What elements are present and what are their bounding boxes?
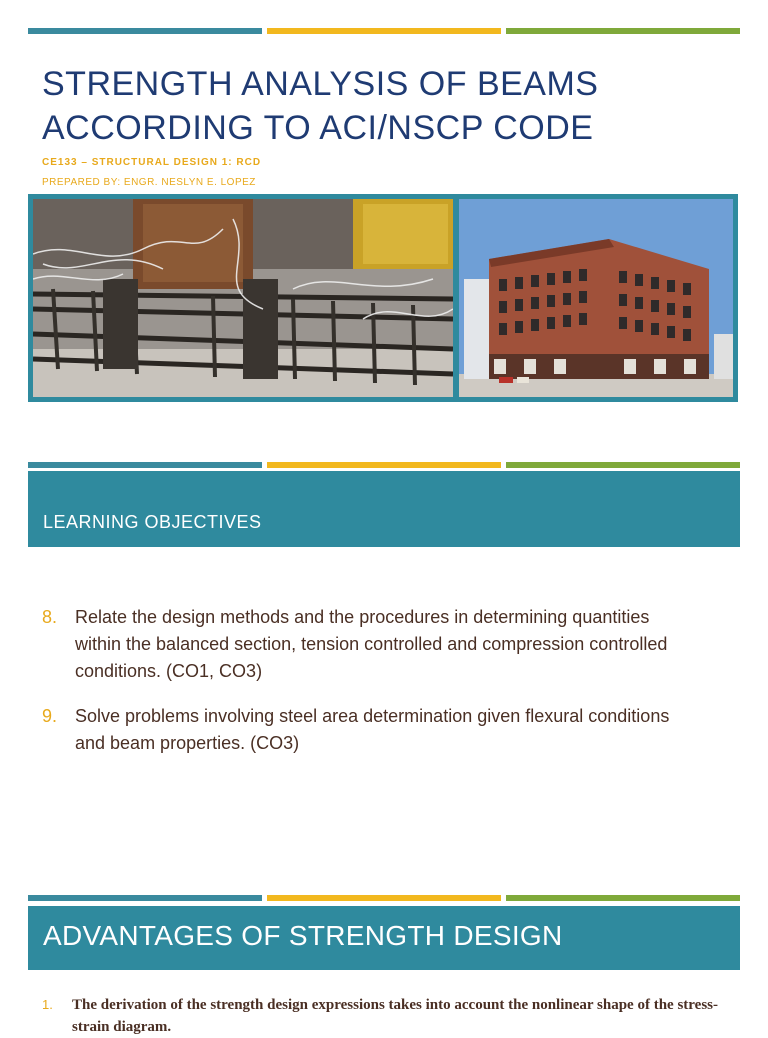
rebar-cage-photo	[33, 199, 453, 397]
accent-bar-green	[506, 895, 740, 901]
list-number: 9.	[42, 706, 58, 726]
accent-bar-green	[506, 28, 740, 34]
section-header: LEARNING OBJECTIVES	[43, 512, 262, 532]
list-item	[42, 703, 682, 757]
list-item	[42, 604, 682, 685]
advantages-list	[42, 994, 732, 1038]
prepared-by: PREPARED BY: ENGR. NESLYN E. LOPEZ	[42, 177, 256, 188]
list-number: 8.	[42, 607, 58, 627]
accent-bar-blue	[28, 895, 262, 901]
objectives-slide	[0, 448, 768, 884]
objectives-list	[42, 604, 682, 775]
top-accent-bar	[28, 462, 740, 468]
brick-building-photo	[459, 199, 733, 397]
advantages-slide	[0, 884, 768, 1035]
header-band	[28, 906, 740, 970]
accent-bar-yellow	[267, 895, 501, 901]
course-subtitle: CE133 – STRUCTURAL DESIGN 1: RCD	[42, 157, 262, 168]
accent-bar-green	[506, 462, 740, 468]
accent-bar-blue	[28, 28, 262, 34]
list-text: Relate the design methods and the procedures in determining quantities within the balanced section, tension controlled and compression controlled conditions. (CO1, CO3)	[75, 607, 668, 681]
list-text: The derivation of the strength design expressions takes into account the nonlinear shape of the stress-strain diagram.	[72, 997, 718, 1035]
photo-frame	[28, 194, 738, 402]
accent-bar-yellow	[267, 462, 501, 468]
title-slide	[0, 0, 768, 448]
list-number: 1.	[42, 997, 53, 1012]
accent-bar-blue	[28, 462, 262, 468]
section-header: ADVANTAGES OF STRENGTH DESIGN	[43, 920, 563, 951]
header-band	[28, 471, 740, 547]
slide-title: STRENGTH ANALYSIS OF BEAMS ACCORDING TO ACI/NSCP CODE	[42, 65, 599, 147]
list-item	[42, 994, 732, 1038]
top-accent-bar	[28, 895, 740, 901]
accent-bar-yellow	[267, 28, 501, 34]
top-accent-bar	[28, 28, 740, 34]
list-text: Solve problems involving steel area determination given flexural conditions and beam properties. (CO3)	[75, 706, 670, 753]
